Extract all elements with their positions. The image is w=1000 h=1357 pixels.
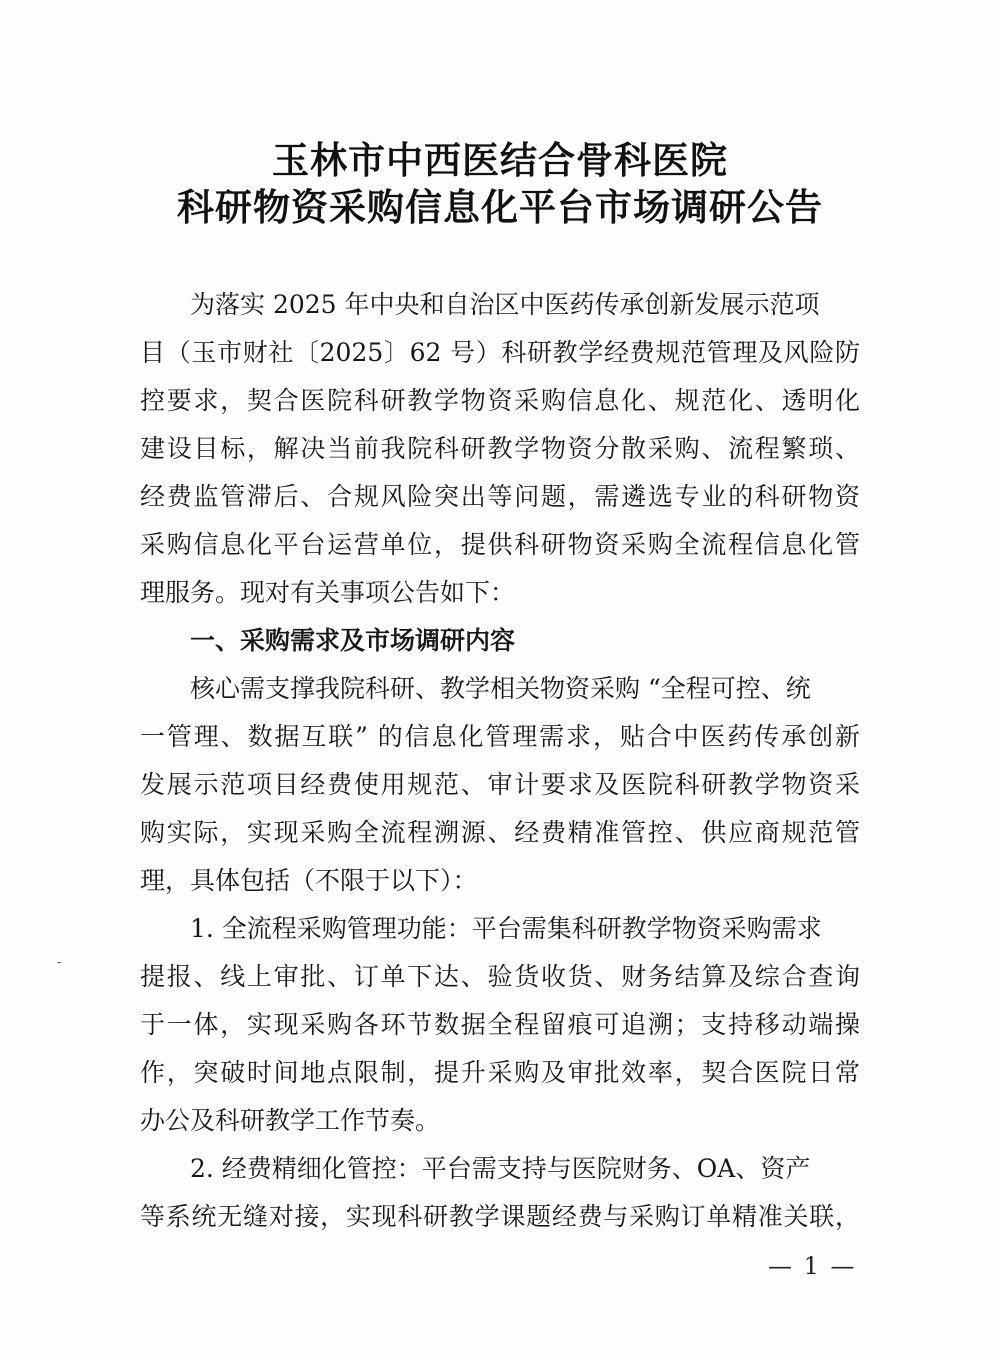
- body-line: 发展示范项目经费使用规范、审计要求及医院科研教学物资采: [140, 770, 860, 799]
- body-line: 作，突破时间地点限制，提升采购及审批效率，契合医院日常: [140, 1058, 860, 1087]
- body-line: 控要求，契合医院科研教学物资采购信息化、规范化、透明化: [140, 386, 860, 415]
- body-line: 核心需支撑我院科研、教学相关物资采购 “全程可控、统: [190, 674, 811, 703]
- body-line: 于一体，实现采购各环节数据全程留痕可追溯；支持移动端操: [140, 1010, 860, 1039]
- body-line: 办公及科研教学工作节奏。: [140, 1106, 441, 1135]
- body-line: 理服务。现对有关事项公告如下：: [140, 578, 516, 607]
- body-line: 目（玉市财社〔2025〕62 号）科研教学经费规范管理及风险防: [140, 338, 860, 367]
- body-line: 为落实 2025 年中央和自治区中医药传承创新发展示范项: [190, 290, 820, 319]
- body-line: 1. 全流程采购管理功能：平台需集科研教学物资采购需求: [190, 914, 822, 943]
- body-line: 提报、线上审批、订单下达、验货收货、财务结算及综合查询: [140, 962, 860, 991]
- body-line: 经费监管滞后、合规风险突出等问题，需遴选专业的科研物资: [140, 482, 860, 511]
- body-line: 等系统无缝对接，实现科研教学课题经费与采购订单精准关联，: [140, 1202, 860, 1231]
- body-line: 建设目标，解决当前我院科研教学物资分散采购、流程繁琐、: [140, 434, 860, 463]
- title-line-1: 玉林市中西医结合骨科医院: [272, 138, 728, 182]
- body-line: 一管理、数据互联” 的信息化管理需求，贴合中医药传承创新: [140, 722, 860, 751]
- body-line: 理，具体包括（不限于以下）：: [140, 866, 478, 895]
- body-line: 2. 经费精细化管控：平台需支持与医院财务、OA、资产: [190, 1154, 811, 1183]
- stray-mark: -: [57, 955, 62, 969]
- body-line: 采购信息化平台运营单位，提供科研物资采购全流程信息化管: [140, 530, 860, 559]
- section-heading: 一、采购需求及市场调研内容: [190, 626, 516, 655]
- body-line: 购实际，实现采购全流程溯源、经费精准管控、供应商规范管: [140, 818, 860, 847]
- page-number: — 1 —: [768, 1252, 857, 1280]
- title-line-2: 科研物资采购信息化平台市场调研公告: [177, 185, 823, 229]
